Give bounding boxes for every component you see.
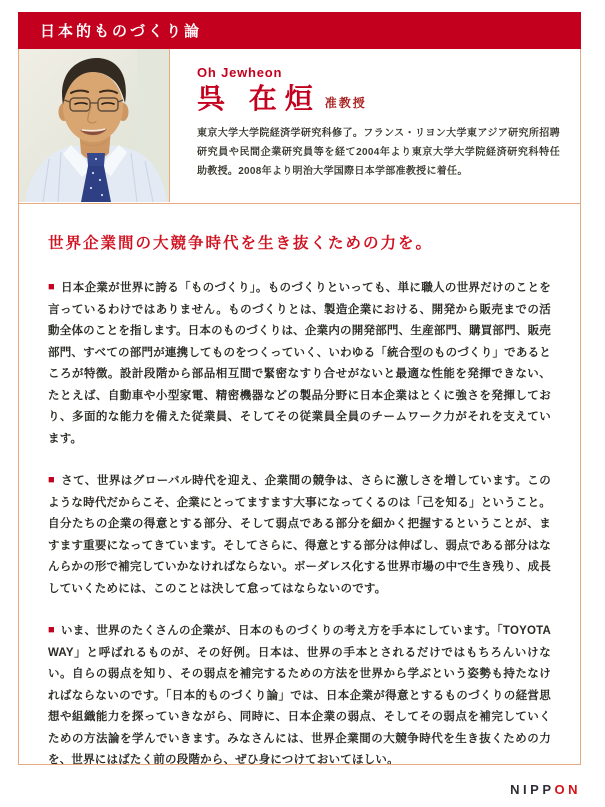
nippon-logo xyxy=(510,782,581,797)
course-title-bar xyxy=(18,12,581,49)
paragraph-3 xyxy=(48,621,551,764)
red-square-bullet: ■ xyxy=(48,474,56,486)
professor-name-en: Oh Jewheon xyxy=(197,65,283,80)
professor-rank: 准教授 xyxy=(324,96,367,111)
paragraph-2-text: さて、世界はグローバル時代を迎え、企業間の競争は、さらに激しさを増しています。このような時代だからこそ、企業にとってますます大事になってくるのは「己を知る」ということ。自分たちの企業の得意とする部分、そして弱点である部分を細かく把握するということが、ますます重要になってきています。そしてさらに、得意とする部分は伸ばし、弱点である部分はなんらかの形で補完していかなければならない。ボーダレス化する世界市場の中で生き残り、成長していくためには、このことは決して怠ってはならないのです。 xyxy=(48,475,551,595)
content-container xyxy=(18,12,581,799)
professor-name-row xyxy=(197,83,564,115)
content-box xyxy=(18,49,581,765)
paragraph-1 xyxy=(48,278,551,450)
professor-info xyxy=(170,49,580,203)
course-title: 日本的ものづくり論 xyxy=(40,23,203,40)
professor-bio: 東京大学大学院経済学研究科修了。フランス・リヨン大学東アジア研究所招聘研究員や民間企業研究員等を経て2004年より東京大学大学院経済研究科特任助教授。2008年より明治大学国際日本学部准教授に着任。 xyxy=(197,128,560,178)
professor-photo xyxy=(19,49,170,202)
professor-name-ja: 呉 在烜 xyxy=(197,83,321,114)
article-heading: 世界企業間の大競争時代を生き抜くための力を。 xyxy=(48,235,434,252)
red-square-bullet: ■ xyxy=(48,624,55,636)
nippon-logo-dark: NIPP xyxy=(510,782,555,797)
footer xyxy=(18,781,581,799)
professor-profile xyxy=(19,49,580,204)
paragraph-2 xyxy=(48,471,551,600)
article-paragraphs xyxy=(48,278,551,764)
red-square-bullet: ■ xyxy=(48,281,55,293)
portrait-illustration xyxy=(19,49,169,202)
paragraph-3-text: いま、世界のたくさんの企業が、日本のものづくりの考え方を手本にしています。「TOYOTA WAY」と呼ばれるものが、その好例。日本は、世界の手本とされるだけではもちろんいけない。自らの弱点を知り、その弱点を補完するための方法を世界から学ぶという姿勢も持たなければならないのです。「日本的ものづくり論」では、日本企業が得意とするものづくりの経営思想や組織能力を探っていきながら、同時に、日本企業の弱点、そしてその弱点を補完していくための方法論を学んでいきます。みなさんには、世界企業間の大競争時代を生き抜くための力を、世界にはばたく前の段階から、ぜひ身につけておいてほしい。 xyxy=(48,625,551,764)
article-body xyxy=(19,204,580,764)
paragraph-1-text: 日本企業が世界に誇る「ものづくり」。ものづくりといっても、単に職人の世界だけのことを言っているわけではありません。ものづくりとは、製造企業における、開発から販売までの活動全体のことを指します。日本のものづくりは、企業内の開発部門、生産部門、購買部門、販売部門、すべての部門が連携してものをつくっていく、いわゆる「統合型のものづくり」であるところが特徴。設計段階から部品相互間で緊密なすり合せがないと最適な性能を発揮できない、たとえば、自動車や小型家電、精密機器などの製品分野に日本企業はとくに強さを発揮しており、多面的な能力を備えた従業員、そしてその従業員全員のチームワーク力がそれを支えています。 xyxy=(48,282,551,445)
nippon-logo-red: ON xyxy=(554,782,581,797)
